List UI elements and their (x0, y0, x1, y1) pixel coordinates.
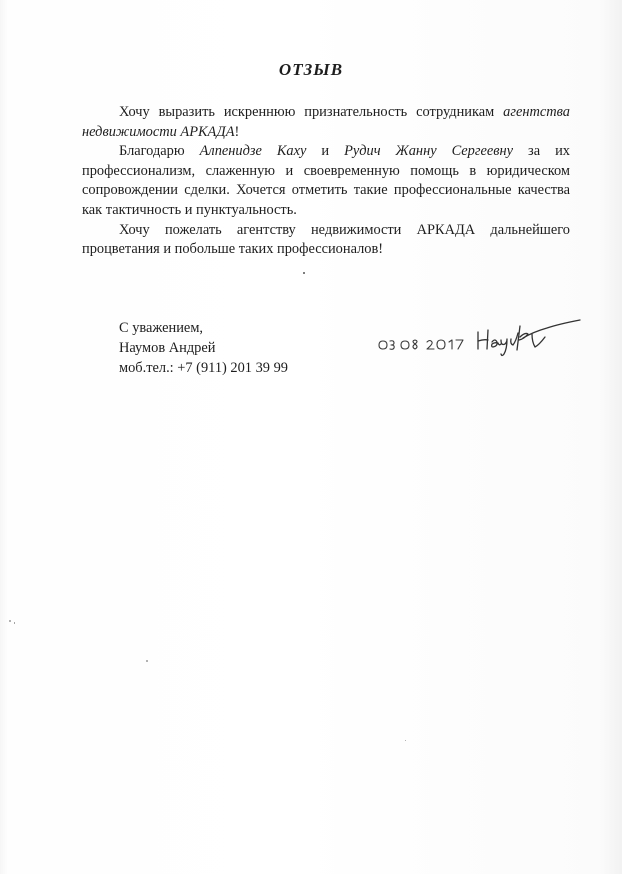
paragraph-gratitude (82, 103, 570, 142)
paper-speck (14, 622, 15, 624)
paper-speck (146, 660, 148, 662)
paper-speck (9, 620, 11, 622)
paragraph-wishes: Хочу пожелать агентству недвижимости АРКАДА дальнейшего процветания и побольше таких профессионалов! (82, 221, 570, 258)
author-phone: моб.тел.: +7 (911) 201 39 99 (119, 360, 288, 376)
author-name: Наумов Андрей (119, 340, 216, 356)
employee-name: Алпенидзе Каху (199, 143, 307, 160)
closing-greeting: С уважением, (119, 320, 204, 336)
paragraph-text: Благодарю (119, 143, 200, 160)
document-title: ОТЗЫВ (278, 60, 344, 79)
handwritten-signature (375, 312, 595, 372)
paragraph-text: и (306, 143, 345, 160)
paragraph-thanks (82, 142, 570, 220)
agency-name: агентства недвижимости АРКАДА (82, 104, 570, 140)
paragraph-text: за их профессионализм, слаженную и своевременную помощь в юридическом сопровождении сделки. Хочется отметить такие профессиональные качества как тактичность и пунктуальность. (82, 143, 570, 218)
paragraph-text: Хочу выразить искреннюю признательность сотрудникам (119, 104, 504, 120)
handwritten-date (379, 340, 463, 349)
ink-dot (303, 272, 305, 274)
signature-strokes (478, 320, 580, 356)
paper-speck (405, 740, 406, 741)
employee-name: Рудич Жанну Сергеевну (344, 143, 514, 160)
review-body (82, 103, 570, 260)
closing-block (119, 318, 288, 378)
paragraph-text: ! (234, 123, 240, 140)
